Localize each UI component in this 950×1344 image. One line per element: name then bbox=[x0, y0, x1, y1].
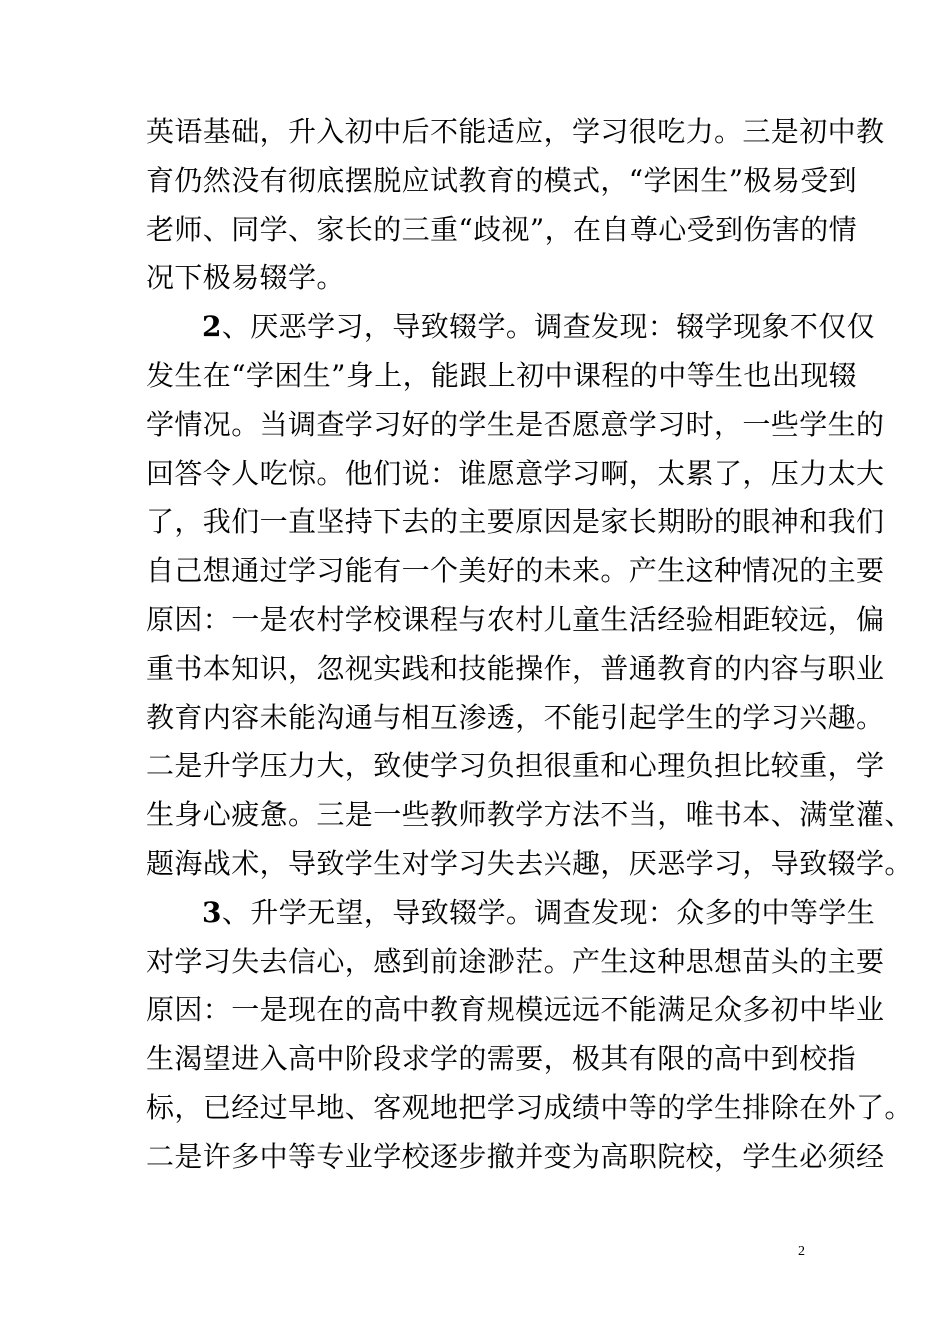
line-text: 二是升学压力大，致使学习负担很重和心理负担比较重，学 bbox=[146, 749, 885, 783]
text-line bbox=[146, 596, 885, 645]
line-text: 老师、同学、家长的三重“歧视”，在自尊心受到伤害的情 bbox=[146, 212, 858, 246]
text-line bbox=[146, 254, 822, 303]
line-text: 况下极易辍学。 bbox=[146, 261, 345, 295]
text-line bbox=[146, 645, 885, 694]
text-line bbox=[146, 791, 913, 840]
text-line bbox=[146, 840, 913, 889]
line-text: 发生在“学困生”身上，能跟上初中课程的中等生也出现辍 bbox=[146, 358, 858, 392]
text-line bbox=[146, 206, 858, 255]
line-text: 题海战术，导致学生对学习失去兴趣，厌恶学习，导致辍学。 bbox=[146, 846, 913, 880]
text-line bbox=[146, 694, 885, 743]
line-text: 生渴望进入高中阶段求学的需要，极其有限的高中到校指 bbox=[146, 1042, 857, 1076]
text-line bbox=[146, 1133, 885, 1182]
line-text: 二是许多中等专业学校逐步撤并变为高职院校，学生必须经 bbox=[146, 1139, 885, 1173]
line-text: 了，我们一直坚持下去的主要原因是家长期盼的眼神和我们 bbox=[146, 505, 885, 539]
line-text: 教育内容未能沟通与相互渗透，不能引起学生的学习兴趣。 bbox=[146, 700, 885, 734]
body-text bbox=[146, 108, 913, 1182]
section-number: 2 bbox=[202, 310, 222, 344]
paragraph-first-line bbox=[146, 889, 876, 938]
page-number: 2 bbox=[798, 1244, 805, 1259]
text-line bbox=[146, 352, 858, 401]
line-text: 生身心疲惫。三是一些教师教学方法不当，唯书本、满堂灌、 bbox=[146, 798, 913, 832]
line-text: 英语基础，升入初中后不能适应，学习很吃力。三是初中教 bbox=[146, 115, 885, 148]
section-number: 3 bbox=[202, 895, 222, 929]
text-line bbox=[146, 938, 885, 987]
line-text: 学情况。当调查学习好的学生是否愿意学习时，一些学生的 bbox=[146, 407, 885, 441]
line-text: 对学习失去信心，感到前途渺茫。产生这种思想苗头的主要 bbox=[146, 944, 885, 978]
text-line bbox=[146, 108, 885, 157]
line-text: 、升学无望，导致辍学。调查发现：众多的中等学生 bbox=[221, 895, 876, 929]
line-text: 、厌恶学习，导致辍学。调查发现：辍学现象不仅仅 bbox=[221, 310, 876, 344]
text-line bbox=[146, 498, 885, 547]
line-text: 自己想通过学习能有一个美好的未来。产生这种情况的主要 bbox=[146, 554, 885, 588]
text-line bbox=[146, 547, 885, 596]
paragraph-first-line bbox=[146, 303, 876, 352]
line-text: 标，已经过早地、客观地把学习成绩中等的学生排除在外了。 bbox=[146, 1090, 913, 1124]
text-line bbox=[146, 1084, 913, 1133]
text-line bbox=[146, 1035, 857, 1084]
text-line bbox=[146, 401, 885, 450]
text-line bbox=[146, 986, 885, 1035]
line-text: 回答令人吃惊。他们说：谁愿意学习啊，太累了，压力太大 bbox=[146, 456, 885, 490]
text-line bbox=[146, 742, 885, 791]
line-text: 育仍然没有彻底摆脱应试教育的模式，“学困生”极易受到 bbox=[146, 163, 858, 197]
text-line bbox=[146, 450, 885, 499]
text-line bbox=[146, 157, 858, 206]
line-text: 重书本知识，忽视实践和技能操作，普通教育的内容与职业 bbox=[146, 651, 885, 685]
line-text: 原因：一是农村学校课程与农村儿童生活经验相距较远，偏 bbox=[146, 602, 885, 636]
line-text: 原因：一是现在的高中教育规模远远不能满足众多初中毕业 bbox=[146, 993, 885, 1027]
